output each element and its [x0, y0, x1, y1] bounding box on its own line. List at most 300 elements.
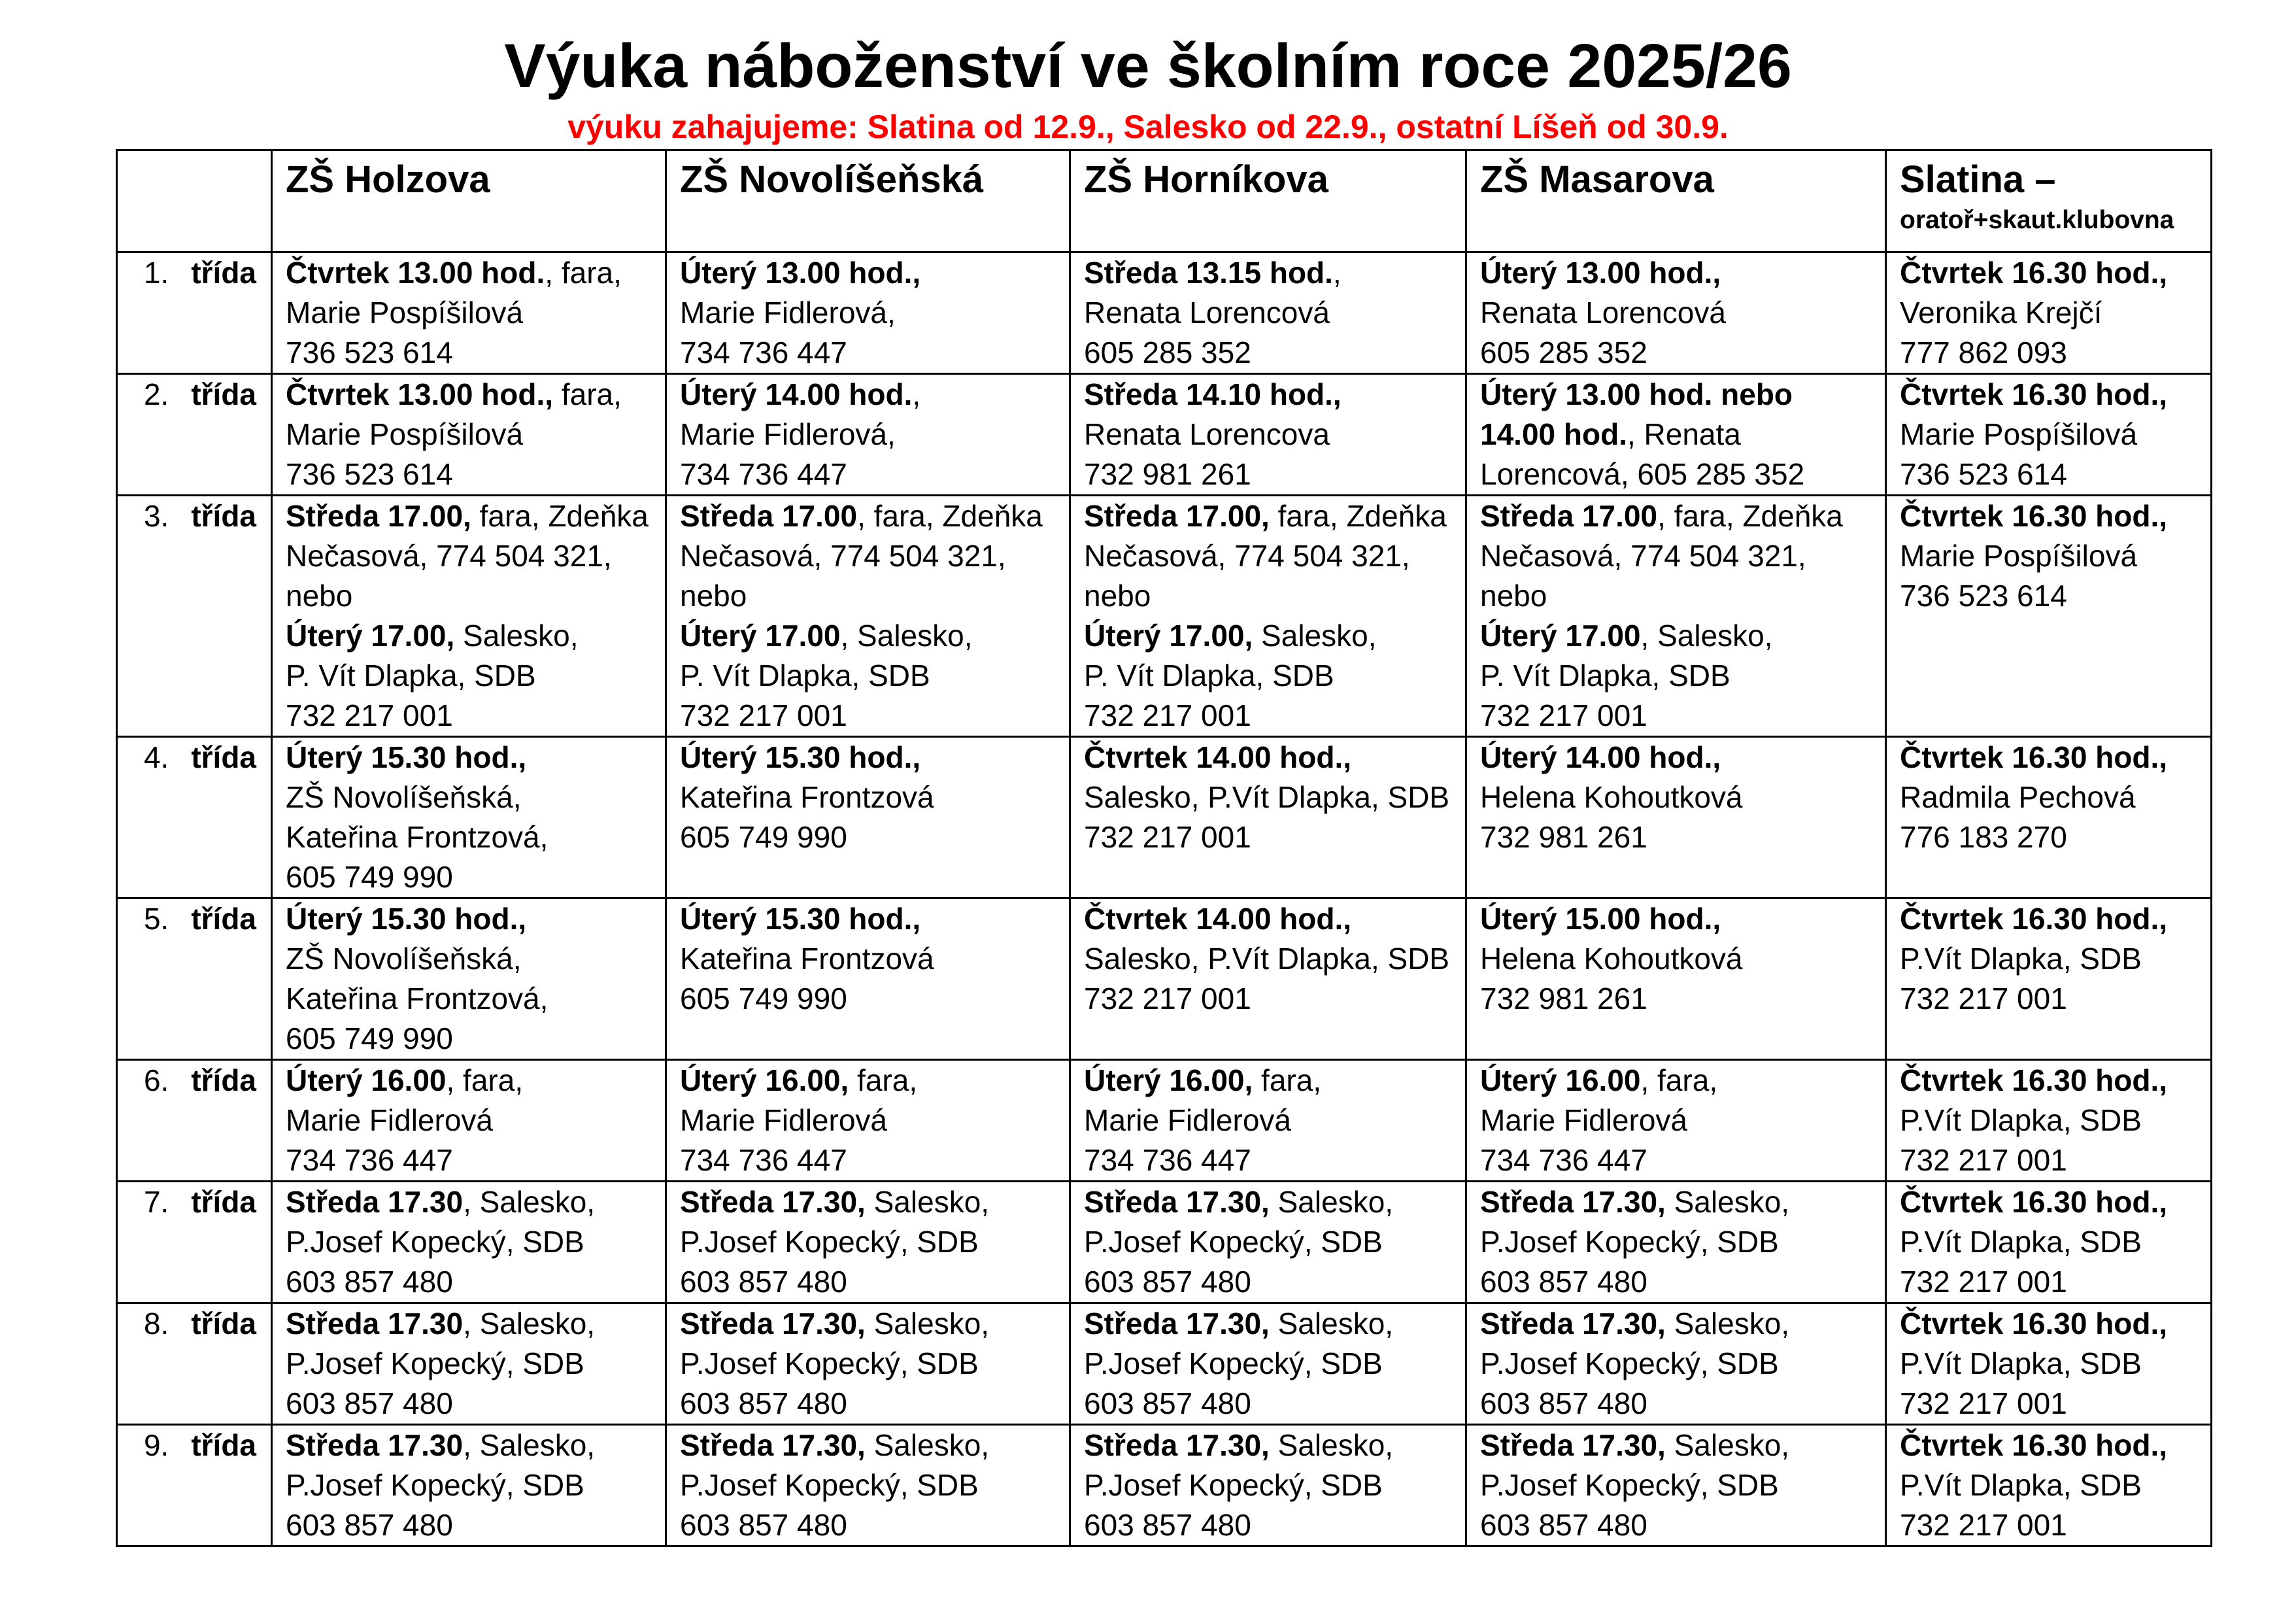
cell-line	[1480, 454, 1885, 494]
schedule-cell-masarova	[1466, 1303, 1886, 1425]
detail-text: Salesko,	[1665, 1307, 1790, 1341]
cell-line	[1900, 375, 2210, 415]
time-text: Čtvrtek 14.00 hod.,	[1084, 740, 1352, 774]
grade-label-cell	[117, 1182, 272, 1303]
detail-text: Salesko,	[865, 1428, 990, 1462]
time-text: Úterý 15.30 hod.,	[286, 902, 527, 936]
detail-text: P. Vít Dlapka, SDB	[680, 658, 930, 692]
time-text: Středa 17.30,	[680, 1307, 866, 1341]
cell-line	[680, 738, 1069, 777]
schedule-cell-masarova	[1466, 374, 1886, 496]
detail-text: Veronika Krejčí	[1900, 296, 2102, 330]
schedule-cell-slatina	[1886, 496, 2212, 737]
detail-text: P.Josef Kopecký, SDB	[1084, 1468, 1383, 1502]
time-text: Úterý 15.30 hod.,	[286, 740, 527, 774]
time-text: Čtvrtek 16.30 hod.,	[1900, 1185, 2168, 1219]
schedule-cell-hornikova	[1070, 374, 1466, 496]
detail-text: 605 285 352	[1480, 335, 1647, 369]
cell-line	[286, 777, 665, 817]
detail-text: Kateřina Frontzová	[680, 942, 934, 976]
schedule-cell-holzova	[272, 1303, 666, 1425]
detail-text: 603 857 480	[1480, 1508, 1647, 1542]
schedule-cell-novoliseňska	[666, 252, 1070, 374]
cell-line	[1900, 979, 2210, 1019]
detail-text: Salesko,	[1269, 1307, 1394, 1341]
detail-text: Marie Fidlerová	[1480, 1103, 1687, 1137]
time-text: Čtvrtek 13.00 hod.,	[286, 377, 554, 411]
cell-line	[1900, 1182, 2210, 1222]
cell-line	[1084, 536, 1465, 576]
schedule-cell-novoliseňska	[666, 1425, 1070, 1546]
cell-line	[286, 375, 665, 415]
time-text: Úterý 16.00	[1480, 1063, 1641, 1097]
table-row	[117, 374, 2212, 496]
cell-line	[1900, 1426, 2210, 1465]
cell-line	[680, 656, 1069, 696]
cell-line	[286, 1465, 665, 1505]
schedule-cell-slatina	[1886, 1182, 2212, 1303]
time-text: Středa 17.30,	[1084, 1307, 1270, 1341]
detail-text: Marie Pospíšilová	[286, 417, 524, 451]
grade-word: třída	[191, 1063, 256, 1097]
time-text: Středa 17.00	[680, 499, 858, 533]
time-text: Úterý 14.00 hod.,	[1480, 740, 1721, 774]
detail-text: ,	[912, 377, 921, 411]
cell-line	[286, 857, 665, 897]
schedule-cell-masarova	[1466, 1182, 1886, 1303]
detail-text: 603 857 480	[680, 1508, 847, 1542]
cell-line	[680, 1140, 1069, 1180]
cell-line	[286, 1182, 665, 1222]
detail-text: Renata Lorencová	[1084, 296, 1330, 330]
schedule-cell-hornikova	[1070, 496, 1466, 737]
detail-text: P.Josef Kopecký, SDB	[680, 1468, 979, 1502]
time-text: Středa 17.30,	[1480, 1428, 1666, 1462]
grade-number: 8.	[143, 1307, 169, 1341]
cell-line	[1084, 738, 1465, 777]
detail-text: 603 857 480	[286, 1508, 453, 1542]
cell-line	[1480, 616, 1885, 656]
detail-text: 603 857 480	[1480, 1386, 1647, 1420]
detail-text: 603 857 480	[1084, 1265, 1251, 1299]
cell-line	[286, 656, 665, 696]
cell-line	[1480, 536, 1885, 576]
detail-text: P.Josef Kopecký, SDB	[1480, 1468, 1779, 1502]
schedule-cell-slatina	[1886, 252, 2212, 374]
grade-number: 5.	[143, 902, 169, 936]
cell-line	[680, 1384, 1069, 1424]
cell-line	[680, 939, 1069, 979]
schedule-cell-masarova	[1466, 737, 1886, 898]
detail-text: 732 981 261	[1480, 982, 1647, 1016]
detail-text: Nečasová, 774 504 321,	[1480, 539, 1806, 573]
table-row	[117, 1425, 2212, 1546]
schedule-cell-slatina	[1886, 1303, 2212, 1425]
time-text: Středa 17.30	[286, 1307, 464, 1341]
cell-line	[680, 979, 1069, 1019]
detail-text: P.Vít Dlapka, SDB	[1900, 1103, 2142, 1137]
column-sublabel: oratoř+skaut.klubovna	[1900, 206, 2174, 234]
detail-text: 777 862 093	[1900, 335, 2067, 369]
detail-text: Salesko, P.Vít Dlapka, SDB	[1084, 942, 1450, 976]
detail-text: , Salesko,	[463, 1428, 596, 1462]
cell-line	[1480, 576, 1885, 616]
grade-label-cell	[117, 252, 272, 374]
time-text: Čtvrtek 16.30 hod.,	[1900, 1063, 2168, 1097]
detail-text: 732 981 261	[1084, 457, 1251, 491]
schedule-cell-slatina	[1886, 1060, 2212, 1182]
detail-text: 603 857 480	[680, 1265, 847, 1299]
detail-text: 732 217 001	[1480, 698, 1647, 732]
cell-line	[1084, 1222, 1465, 1262]
cell-line	[1480, 1222, 1885, 1262]
time-text: Čtvrtek 16.30 hod.,	[1900, 256, 2168, 290]
cell-line	[286, 1426, 665, 1465]
cell-line	[680, 375, 1069, 415]
detail-text: Marie Fidlerová,	[680, 296, 896, 330]
cell-line	[1480, 1505, 1885, 1545]
cell-line	[1900, 1505, 2210, 1545]
time-text: Čtvrtek 14.00 hod.,	[1084, 902, 1352, 936]
grade-label-cell	[117, 374, 272, 496]
time-text: Středa 17.00,	[1084, 499, 1270, 533]
schedule-cell-hornikova	[1070, 1303, 1466, 1425]
cell-line	[286, 696, 665, 736]
time-text: Úterý 16.00	[286, 1063, 447, 1097]
grade-word: třída	[191, 1428, 256, 1462]
cell-line	[680, 1262, 1069, 1302]
cell-line	[680, 616, 1069, 656]
schedule-cell-holzova	[272, 1425, 666, 1546]
cell-line	[1480, 415, 1885, 454]
detail-text: Radmila Pechová	[1900, 780, 2136, 814]
cell-line	[680, 899, 1069, 939]
cell-line	[1084, 1384, 1465, 1424]
cell-line	[680, 1101, 1069, 1140]
page-title: Výuka náboženství ve školním roce 2025/26	[504, 31, 1792, 101]
time-text: Úterý 16.00,	[1084, 1063, 1253, 1097]
time-text: Úterý 15.30 hod.,	[680, 902, 921, 936]
time-text: Úterý 13.00 hod.,	[1480, 256, 1721, 290]
cell-line	[1084, 1061, 1465, 1101]
detail-text: Nečasová, 774 504 321,	[1084, 539, 1410, 573]
cell-line	[1480, 293, 1885, 333]
time-text: Středa 17.00	[1480, 499, 1658, 533]
cell-line	[1084, 1465, 1465, 1505]
schedule-cell-masarova	[1466, 898, 1886, 1060]
detail-text: fara,	[553, 377, 622, 411]
detail-text: P.Vít Dlapka, SDB	[1900, 1346, 2142, 1380]
detail-text: 734 736 447	[1084, 1143, 1251, 1177]
detail-text: fara, Zdeňka	[1269, 499, 1447, 533]
detail-text: P. Vít Dlapka, SDB	[1480, 658, 1730, 692]
detail-text: Salesko,	[1269, 1428, 1394, 1462]
grade-word: třída	[191, 740, 256, 774]
detail-text: Helena Kohoutková	[1480, 780, 1743, 814]
cell-line	[680, 777, 1069, 817]
cell-line	[286, 1505, 665, 1545]
grade-label-cell	[117, 898, 272, 1060]
cell-line	[1900, 333, 2210, 373]
detail-text: Marie Fidlerová	[1084, 1103, 1291, 1137]
time-text: 14.00 hod.	[1480, 417, 1627, 451]
detail-text: 734 736 447	[1480, 1143, 1647, 1177]
table-row	[117, 1060, 2212, 1182]
schedule-cell-novoliseňska	[666, 374, 1070, 496]
cell-line	[286, 817, 665, 857]
detail-text: P.Josef Kopecký, SDB	[1480, 1225, 1779, 1259]
detail-text: 734 736 447	[680, 1143, 847, 1177]
start-dates-note: výuku zahajujeme: Slatina od 12.9., Salesko od 22.9., ostatní Líšeň od 30.9.	[567, 109, 1729, 145]
detail-text: P.Josef Kopecký, SDB	[1084, 1225, 1383, 1259]
cell-line	[680, 1304, 1069, 1344]
cell-line	[1480, 817, 1885, 857]
grade-number: 2.	[143, 377, 169, 411]
detail-text: P.Josef Kopecký, SDB	[1084, 1346, 1383, 1380]
grade-word: třída	[191, 256, 256, 290]
detail-text: Salesko,	[1269, 1185, 1394, 1219]
cell-line	[1480, 1344, 1885, 1384]
detail-text: Kateřina Frontzová,	[286, 820, 549, 854]
cell-line	[1084, 616, 1465, 656]
time-text: Úterý 17.00,	[286, 619, 455, 653]
detail-text: 603 857 480	[680, 1386, 847, 1420]
schedule-cell-masarova	[1466, 1425, 1886, 1546]
detail-text: 732 217 001	[1900, 1386, 2067, 1420]
cell-line	[1480, 1061, 1885, 1101]
cell-line	[286, 496, 665, 536]
cell-line	[1084, 939, 1465, 979]
cell-line	[286, 1222, 665, 1262]
grade-word: třída	[191, 377, 256, 411]
cell-line	[1084, 696, 1465, 736]
header-cell-holzova	[272, 150, 666, 252]
schedule-cell-hornikova	[1070, 1060, 1466, 1182]
header-row	[117, 150, 2212, 252]
time-text: Středa 17.30,	[1480, 1185, 1666, 1219]
cell-line	[680, 1426, 1069, 1465]
cell-line	[1084, 1140, 1465, 1180]
cell-line	[1900, 415, 2210, 454]
schedule-cell-holzova	[272, 737, 666, 898]
grade-label-cell	[117, 1303, 272, 1425]
header-cell-corner	[117, 150, 272, 252]
detail-text: 734 736 447	[680, 457, 847, 491]
cell-line	[1900, 454, 2210, 494]
schedule-table	[116, 149, 2212, 1547]
cell-line	[1084, 454, 1465, 494]
cell-line	[1480, 696, 1885, 736]
grade-number: 6.	[143, 1063, 169, 1097]
detail-text: P. Vít Dlapka, SDB	[1084, 658, 1334, 692]
detail-text: P.Josef Kopecký, SDB	[286, 1346, 584, 1380]
cell-line	[1480, 979, 1885, 1019]
detail-text: , Salesko,	[1640, 619, 1773, 653]
cell-line	[1084, 415, 1465, 454]
cell-line	[680, 536, 1069, 576]
detail-text: 732 217 001	[1084, 820, 1251, 854]
cell-line	[1900, 1465, 2210, 1505]
header-cell-masarova	[1466, 150, 1886, 252]
detail-text: P.Josef Kopecký, SDB	[680, 1346, 979, 1380]
cell-line	[1900, 899, 2210, 939]
cell-line	[680, 333, 1069, 373]
cell-line	[286, 293, 665, 333]
cell-line	[286, 1101, 665, 1140]
detail-text: P. Vít Dlapka, SDB	[286, 658, 536, 692]
detail-text: Salesko,	[865, 1307, 990, 1341]
detail-text: 732 217 001	[1084, 982, 1251, 1016]
header-cell-novoliseňska	[666, 150, 1070, 252]
time-text: Úterý 15.00 hod.,	[1480, 902, 1721, 936]
time-text: Úterý 16.00,	[680, 1063, 849, 1097]
cell-line	[286, 454, 665, 494]
cell-line	[680, 454, 1069, 494]
time-text: Středa 17.30,	[1084, 1185, 1270, 1219]
detail-text: Marie Pospíšilová	[1900, 539, 2138, 573]
schedule-cell-slatina	[1886, 898, 2212, 1060]
detail-text: , fara,	[446, 1063, 524, 1097]
detail-text: 603 857 480	[286, 1265, 453, 1299]
schedule-cell-hornikova	[1070, 1182, 1466, 1303]
schedule-cell-holzova	[272, 1182, 666, 1303]
cell-line	[1480, 496, 1885, 536]
detail-text: ZŠ Novolíšeňská,	[286, 780, 522, 814]
cell-line	[680, 253, 1069, 293]
cell-line	[1480, 899, 1885, 939]
cell-line	[680, 1344, 1069, 1384]
detail-text: nebo	[680, 579, 747, 613]
cell-line	[286, 1384, 665, 1424]
grade-word: třída	[191, 1185, 256, 1219]
header-cell-hornikova	[1070, 150, 1466, 252]
time-text: Úterý 15.30 hod.,	[680, 740, 921, 774]
detail-text: Lorencová, 605 285 352	[1480, 457, 1805, 491]
grade-number: 1.	[143, 256, 169, 290]
detail-text: 776 183 270	[1900, 820, 2067, 854]
detail-text: P.Vít Dlapka, SDB	[1900, 1468, 2142, 1502]
cell-line	[286, 899, 665, 939]
cell-line	[680, 576, 1069, 616]
column-label: ZŠ Horníkova	[1084, 158, 1328, 201]
detail-text: nebo	[1480, 579, 1547, 613]
detail-text: 605 285 352	[1084, 335, 1251, 369]
detail-text: 736 523 614	[1900, 457, 2067, 491]
cell-line	[286, 738, 665, 777]
cell-line	[286, 1304, 665, 1344]
cell-line	[286, 1019, 665, 1059]
cell-line	[286, 333, 665, 373]
detail-text: Salesko,	[1665, 1428, 1790, 1462]
detail-text: P.Josef Kopecký, SDB	[680, 1225, 979, 1259]
cell-line	[286, 1262, 665, 1302]
schedule-cell-holzova	[272, 374, 666, 496]
cell-line	[680, 415, 1069, 454]
time-text: Úterý 13.00 hod.,	[680, 256, 921, 290]
cell-line	[1480, 1262, 1885, 1302]
detail-text: 603 857 480	[1084, 1386, 1251, 1420]
detail-text: ,	[1332, 256, 1342, 290]
schedule-cell-novoliseňska	[666, 1182, 1070, 1303]
detail-text: 734 736 447	[286, 1143, 453, 1177]
column-label: ZŠ Holzova	[286, 158, 490, 201]
time-text: Čtvrtek 16.30 hod.,	[1900, 1428, 2168, 1462]
detail-text: 734 736 447	[680, 335, 847, 369]
detail-text: 732 217 001	[1900, 1143, 2067, 1177]
table-row	[117, 737, 2212, 898]
detail-text: Salesko,	[454, 619, 579, 653]
cell-line	[1900, 536, 2210, 576]
grade-number: 4.	[143, 740, 169, 774]
time-text: Čtvrtek 16.30 hod.,	[1900, 902, 2168, 936]
time-text: Středa 17.30,	[680, 1428, 866, 1462]
cell-line	[286, 536, 665, 576]
detail-text: Salesko,	[1665, 1185, 1790, 1219]
time-text: Čtvrtek 13.00 hod.	[286, 256, 545, 290]
detail-text: Marie Fidlerová,	[680, 417, 896, 451]
detail-text: Renata Lorencová	[1480, 296, 1726, 330]
grade-number: 7.	[143, 1185, 169, 1219]
schedule-cell-hornikova	[1070, 1425, 1466, 1546]
time-text: Středa 17.30	[286, 1428, 464, 1462]
cell-line	[1084, 253, 1465, 293]
cell-line	[1900, 1222, 2210, 1262]
cell-line	[1084, 1426, 1465, 1465]
detail-text: P.Josef Kopecký, SDB	[286, 1468, 584, 1502]
schedule-cell-novoliseňska	[666, 1303, 1070, 1425]
detail-text: 603 857 480	[286, 1386, 453, 1420]
column-label: Slatina –	[1900, 158, 2056, 201]
detail-text: 736 523 614	[1900, 579, 2067, 613]
detail-text: , Salesko,	[463, 1307, 596, 1341]
detail-text: Marie Pospíšilová	[1900, 417, 2138, 451]
grade-number: 3.	[143, 499, 169, 533]
detail-text: , Salesko,	[840, 619, 973, 653]
cell-line	[1480, 1304, 1885, 1344]
cell-line	[1900, 1304, 2210, 1344]
detail-text: P.Josef Kopecký, SDB	[286, 1225, 584, 1259]
schedule-cell-hornikova	[1070, 737, 1466, 898]
detail-text: 603 857 480	[1084, 1508, 1251, 1542]
cell-line	[1480, 1140, 1885, 1180]
detail-text: 732 217 001	[680, 698, 847, 732]
table-row	[117, 1303, 2212, 1425]
schedule-cell-novoliseňska	[666, 496, 1070, 737]
detail-text: ZŠ Novolíšeňská,	[286, 942, 522, 976]
time-text: Středa 17.30,	[1480, 1307, 1666, 1341]
time-text: Středa 17.00,	[286, 499, 471, 533]
schedule-cell-novoliseňska	[666, 898, 1070, 1060]
cell-line	[1084, 1344, 1465, 1384]
detail-text: 605 749 990	[680, 820, 847, 854]
cell-line	[286, 253, 665, 293]
detail-text: 605 749 990	[286, 1021, 453, 1055]
cell-line	[1084, 496, 1465, 536]
table-row	[117, 1182, 2212, 1303]
detail-text: fara,	[1253, 1063, 1322, 1097]
detail-text: P.Josef Kopecký, SDB	[1480, 1346, 1779, 1380]
cell-line	[1084, 899, 1465, 939]
detail-text: Salesko,	[1253, 619, 1377, 653]
cell-line	[1084, 979, 1465, 1019]
time-text: Úterý 17.00,	[1084, 619, 1253, 653]
detail-text: nebo	[286, 579, 353, 613]
cell-line	[286, 576, 665, 616]
cell-line	[1480, 656, 1885, 696]
cell-line	[1900, 576, 2210, 616]
cell-line	[1084, 1304, 1465, 1344]
cell-line	[1480, 1182, 1885, 1222]
